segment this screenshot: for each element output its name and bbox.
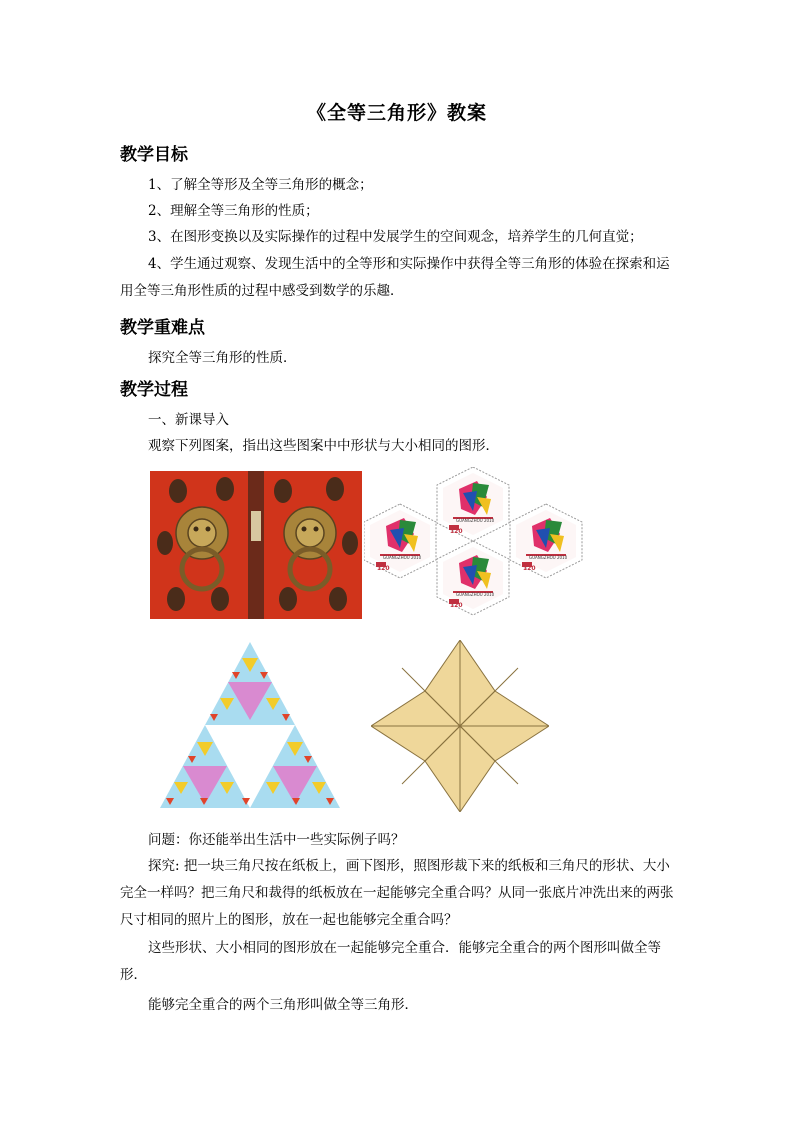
stamp-price-bottom: 120	[450, 602, 463, 609]
process-step-1: 一、新课导入	[148, 412, 229, 428]
question-text: 问题：你还能举出生活中一些实际例子吗？	[148, 832, 405, 848]
pinwheel-triangles-image	[371, 640, 549, 812]
stamp-label-top: GUANGZHOU 2010	[456, 518, 495, 523]
observe-text: 观察下列图案，指出这些图案中中形状与大小相同的图形．	[148, 438, 499, 454]
stamp-price-right: 120	[523, 565, 536, 572]
stamp-price-left: 120	[377, 565, 390, 572]
document-title: 《全等三角形》教案	[306, 102, 487, 124]
stamp-price-top: 120	[450, 528, 463, 535]
hexagon-stamps-image	[364, 467, 584, 617]
heading-key-points: 教学重难点	[120, 318, 205, 338]
heading-process: 教学过程	[120, 380, 188, 400]
definition-congruent-triangles: 能够完全重合的两个三角形叫做全等三角形．	[148, 997, 418, 1013]
goal-item-3: 3、在图形变换以及实际操作的过程中发展学生的空间观念，培养学生的几何直觉；	[148, 229, 643, 245]
goal-item-4: 4、学生通过观察、发现生活中的全等形和实际操作中获得全等三角形的体验在探索和运用全等三角形性质的过程中感受到数学的乐趣．	[120, 256, 670, 299]
explore-text: 探究: 把一块三角尺按在纸板上，画下图形，照图形裁下来的纸板和三角尺的形状、大小完全一样吗？把三角尺和裁得的纸板放在一起能够完全重合吗？从同一张底片冲洗出来的两张尺寸相同的照片上的图形，放在一起也能够完全重合吗？	[120, 858, 674, 928]
key-points-text: 探究全等三角形的性质．	[148, 350, 297, 366]
definition-congruent-figures: 这些形状、大小相同的图形放在一起能够完全重合．能够完全重合的两个图形叫做全等形．	[120, 940, 661, 983]
heading-goals: 教学目标	[120, 145, 188, 165]
sierpinski-triangle-image	[160, 642, 340, 808]
stamp-label-bottom: GUANGZHOU 2010	[456, 592, 495, 597]
goal-item-1: 1、了解全等形及全等三角形的概念；	[148, 177, 373, 193]
stamp-label-left: GUANGZHOU 2010	[383, 555, 422, 560]
stamp-label-right: GUANGZHOU 2010	[529, 555, 568, 560]
door-knockers-image	[150, 471, 362, 619]
goal-item-2: 2、理解全等三角形的性质；	[148, 203, 319, 219]
